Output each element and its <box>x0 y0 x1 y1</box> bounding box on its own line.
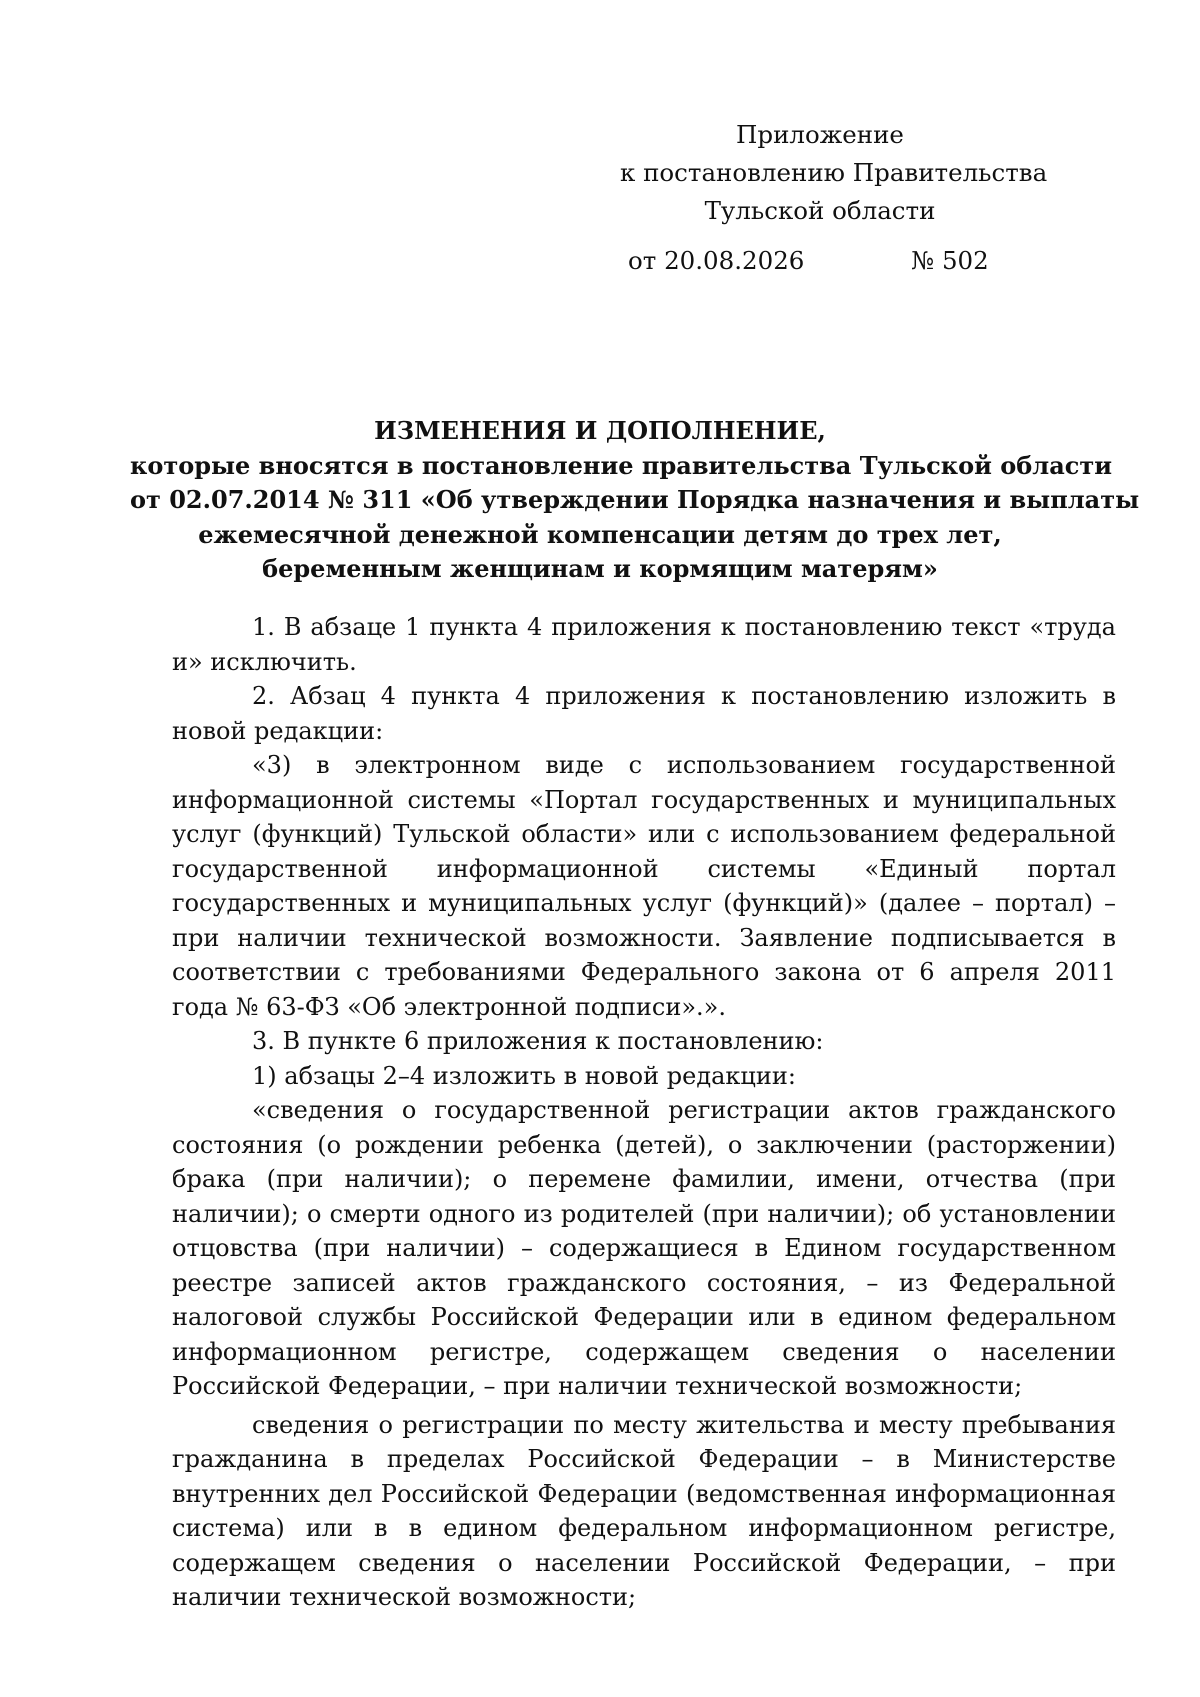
appendix-region: Тульской области <box>704 196 936 225</box>
paragraph-item-1: 1. В абзаце 1 пункта 4 приложения к постановлению текст «труда и» исключить. <box>172 613 1116 676</box>
heading-line-5: беременным женщинам и кормящим матерям» <box>262 554 938 583</box>
resolution-date: от 20.08.2026 <box>628 246 805 275</box>
paragraph-item-2: 2. Абзац 4 пункта 4 приложения к постановлению изложить в новой редакции: <box>172 682 1116 745</box>
resolution-number: № 502 <box>911 246 989 275</box>
document-heading <box>130 414 1140 587</box>
paragraph-civil-registration: «сведения о государственной регистрации актов гражданского состояния (о рождении ребенка (детей), о заключении (расторжении) брака (при наличии); о перемене фамилии, имени, отчества (при наличии); о смерти одного из родителей (при наличии); об установлении отцовства (при наличии) – содержащиеся в Едином государственном реестре записей актов гражданского состояния, – из Федеральной налоговой службы Российской Федерации или в едином федеральном информационном регистре, содержащем сведения о населении Российской Федерации, – при наличии технической возможности; <box>172 1096 1116 1400</box>
appendix-title: Приложение <box>736 120 904 149</box>
paragraph-item-3: 3. В пункте 6 приложения к постановлению: <box>252 1027 824 1055</box>
paragraph-residence-registration: сведения о регистрации по месту жительства и месту пребывания гражданина в пределах Российской Федерации – в Министерстве внутренних дел Российской Федерации (ведомственная информационная система) или в в едином федеральном информационном регистре, содержащем сведения о населении Российской Федерации, – при наличии технической возможности; <box>172 1410 1116 1611</box>
heading-line-2: которые вносятся в постановление правительства Тульской области <box>130 450 1113 480</box>
appendix-reference: к постановлению Правительства <box>620 158 1048 187</box>
heading-line-3: от 02.07.2014 № 311 «Об утверждении Порядка назначения и выплаты <box>130 485 1140 514</box>
paragraph-subitem-1: 1) абзацы 2–4 изложить в новой редакции: <box>252 1061 796 1090</box>
paragraph-quote-3: «3) в электронном виде с использованием государственной информационной системы «Портал государственных и муниципальных услуг (функций) Тульской области» или с использованием федеральной государственной информационной системы «Единый портал государственных и муниципальных услуг (функций)» (далее – портал) – при наличии технической возможности. Заявление подписывается в соответствии с требованиями Федерального закона от 6 апреля 2011 года № 63-ФЗ «Об электронной подписи».». <box>172 751 1116 1021</box>
document-body <box>172 610 1116 1615</box>
heading-line-4: ежемесячной денежной компенсации детям до трех лет, <box>198 519 1002 549</box>
heading-title: ИЗМЕНЕНИЯ И ДОПОЛНЕНИЕ, <box>374 416 826 445</box>
appendix-header <box>620 116 1048 230</box>
